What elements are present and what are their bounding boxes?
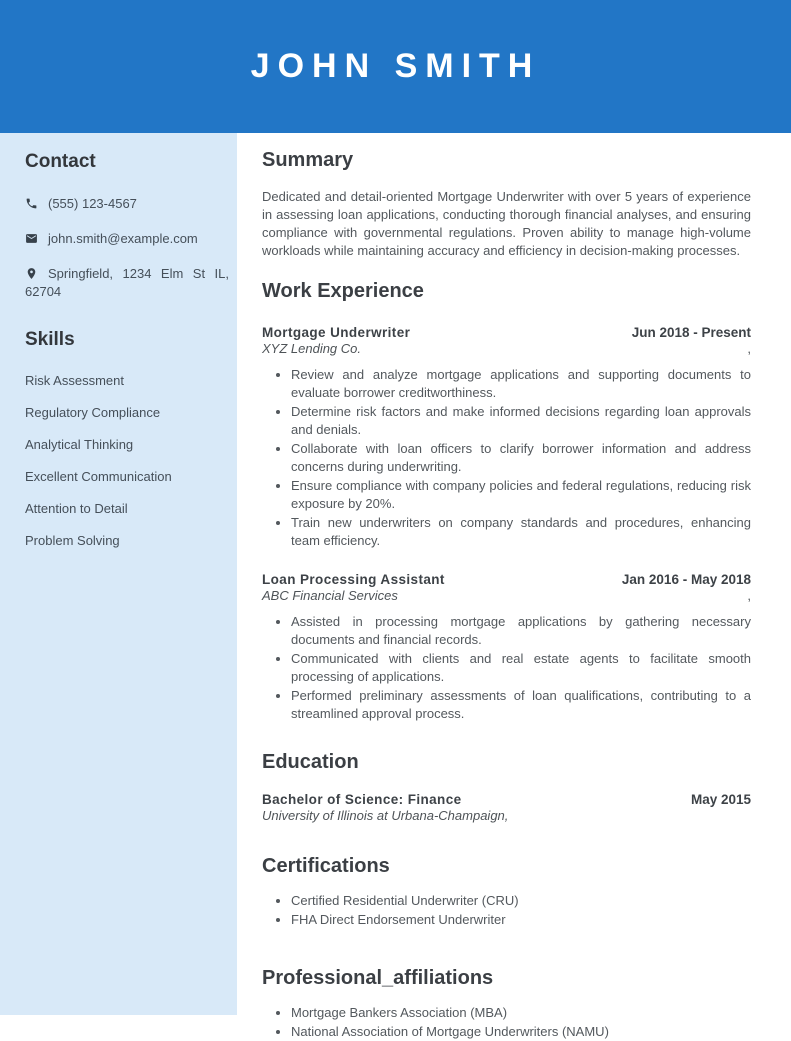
phone-icon xyxy=(25,197,38,210)
education-section xyxy=(262,751,751,825)
summary-section xyxy=(262,149,751,260)
contact-title: Contact xyxy=(25,151,96,172)
job-company: XYZ Lending Co. xyxy=(262,341,362,356)
certification-item: • FHA Direct Endorsement Underwriter xyxy=(291,911,751,929)
job-bullet: • Communicated with clients and real estate agents to facilitate smooth processing of applications. xyxy=(291,650,751,686)
work-experience-title: Work Experience xyxy=(262,280,424,302)
job-bullet: • Review and analyze mortgage applications and supporting documents to evaluate borrower creditworthiness. xyxy=(291,366,751,402)
skills-list xyxy=(25,373,229,548)
education-degree: Bachelor of Science: Finance xyxy=(262,792,462,807)
contact-email-text: john.smith@example.com xyxy=(48,231,198,246)
job-header xyxy=(262,572,751,587)
location-icon xyxy=(25,267,38,280)
job-bullet: • Assisted in processing mortgage applications by gathering necessary documents and financial records. xyxy=(291,613,751,649)
skill-item: Risk Assessment xyxy=(25,373,124,388)
education-header xyxy=(262,792,751,807)
education-school: University of Illinois at Urbana-Champaign, xyxy=(262,808,509,823)
job-location: , xyxy=(747,341,751,356)
affiliation-item: • National Association of Mortgage Underwriters (NAMU) xyxy=(291,1023,751,1041)
job-entry xyxy=(262,572,751,723)
main-content xyxy=(237,133,791,1039)
education-date: May 2015 xyxy=(690,792,751,807)
job-bullet: • Performed preliminary assessments of loan qualifications, contributing to a streamlined approval process. xyxy=(291,687,751,723)
job-bullets xyxy=(262,366,751,550)
resume-header xyxy=(0,0,791,133)
certification-item: • Certified Residential Underwriter (CRU) xyxy=(291,892,751,910)
education-subheader xyxy=(262,807,751,825)
certifications-title: Certifications xyxy=(262,855,390,877)
affiliations-section xyxy=(262,967,751,1041)
job-location: , xyxy=(747,588,751,603)
skill-item: Excellent Communication xyxy=(25,469,172,484)
job-dates: Jun 2018 - Present xyxy=(631,325,751,340)
affiliations-list xyxy=(262,1004,751,1041)
skill-item: Analytical Thinking xyxy=(25,437,134,452)
contact-phone xyxy=(25,195,229,213)
job-bullet: • Ensure compliance with company policies and federal regulations, reducing risk exposure by 20%. xyxy=(291,477,751,513)
contact-address-text: Springfield, 1234 Elm St IL, 62704 xyxy=(25,266,229,299)
education-title: Education xyxy=(262,751,359,773)
skill-item: Attention to Detail xyxy=(25,501,128,516)
job-entry xyxy=(262,325,751,550)
job-title: Mortgage Underwriter xyxy=(262,325,411,340)
skills-section xyxy=(25,329,229,548)
job-subheader xyxy=(262,340,751,358)
candidate-name: JOHN SMITH xyxy=(250,47,541,85)
contact-phone-text: (555) 123-4567 xyxy=(48,196,137,211)
contact-address xyxy=(25,265,229,301)
email-icon xyxy=(25,232,38,245)
work-experience-section xyxy=(262,280,751,723)
certifications-section xyxy=(262,855,751,929)
job-bullet: • Train new underwriters on company standards and procedures, enhancing team efficiency. xyxy=(291,514,751,550)
certifications-list xyxy=(262,892,751,929)
skills-title: Skills xyxy=(25,329,75,350)
skill-item: Problem Solving xyxy=(25,533,120,548)
contact-email xyxy=(25,230,229,248)
job-bullet: • Collaborate with loan officers to clarify borrower information and address concerns during underwriting. xyxy=(291,440,751,476)
contact-section xyxy=(25,151,229,301)
job-bullet: • Determine risk factors and make informed decisions regarding loan approvals and denials. xyxy=(291,403,751,439)
summary-title: Summary xyxy=(262,149,354,171)
job-header xyxy=(262,325,751,340)
job-bullets xyxy=(262,613,751,723)
skill-item: Regulatory Compliance xyxy=(25,405,161,420)
job-subheader xyxy=(262,587,751,605)
job-company: ABC Financial Services xyxy=(262,588,398,603)
summary-text: Dedicated and detail-oriented Mortgage Underwriter with over 5 years of experience in assessing loan applications, conducting thorough financial analyses, and ensuring compliance with governmental regulations. Proven ability to manage high-volume workloads while maintaining accuracy and efficiency in decision-making processes. xyxy=(262,189,751,258)
affiliations-title: Professional_affiliations xyxy=(262,967,494,989)
resume-body xyxy=(0,133,791,1039)
job-dates: Jan 2016 - May 2018 xyxy=(621,572,751,587)
affiliation-item: • Mortgage Bankers Association (MBA) xyxy=(291,1004,751,1022)
sidebar xyxy=(0,133,237,1015)
job-title: Loan Processing Assistant xyxy=(262,572,445,587)
